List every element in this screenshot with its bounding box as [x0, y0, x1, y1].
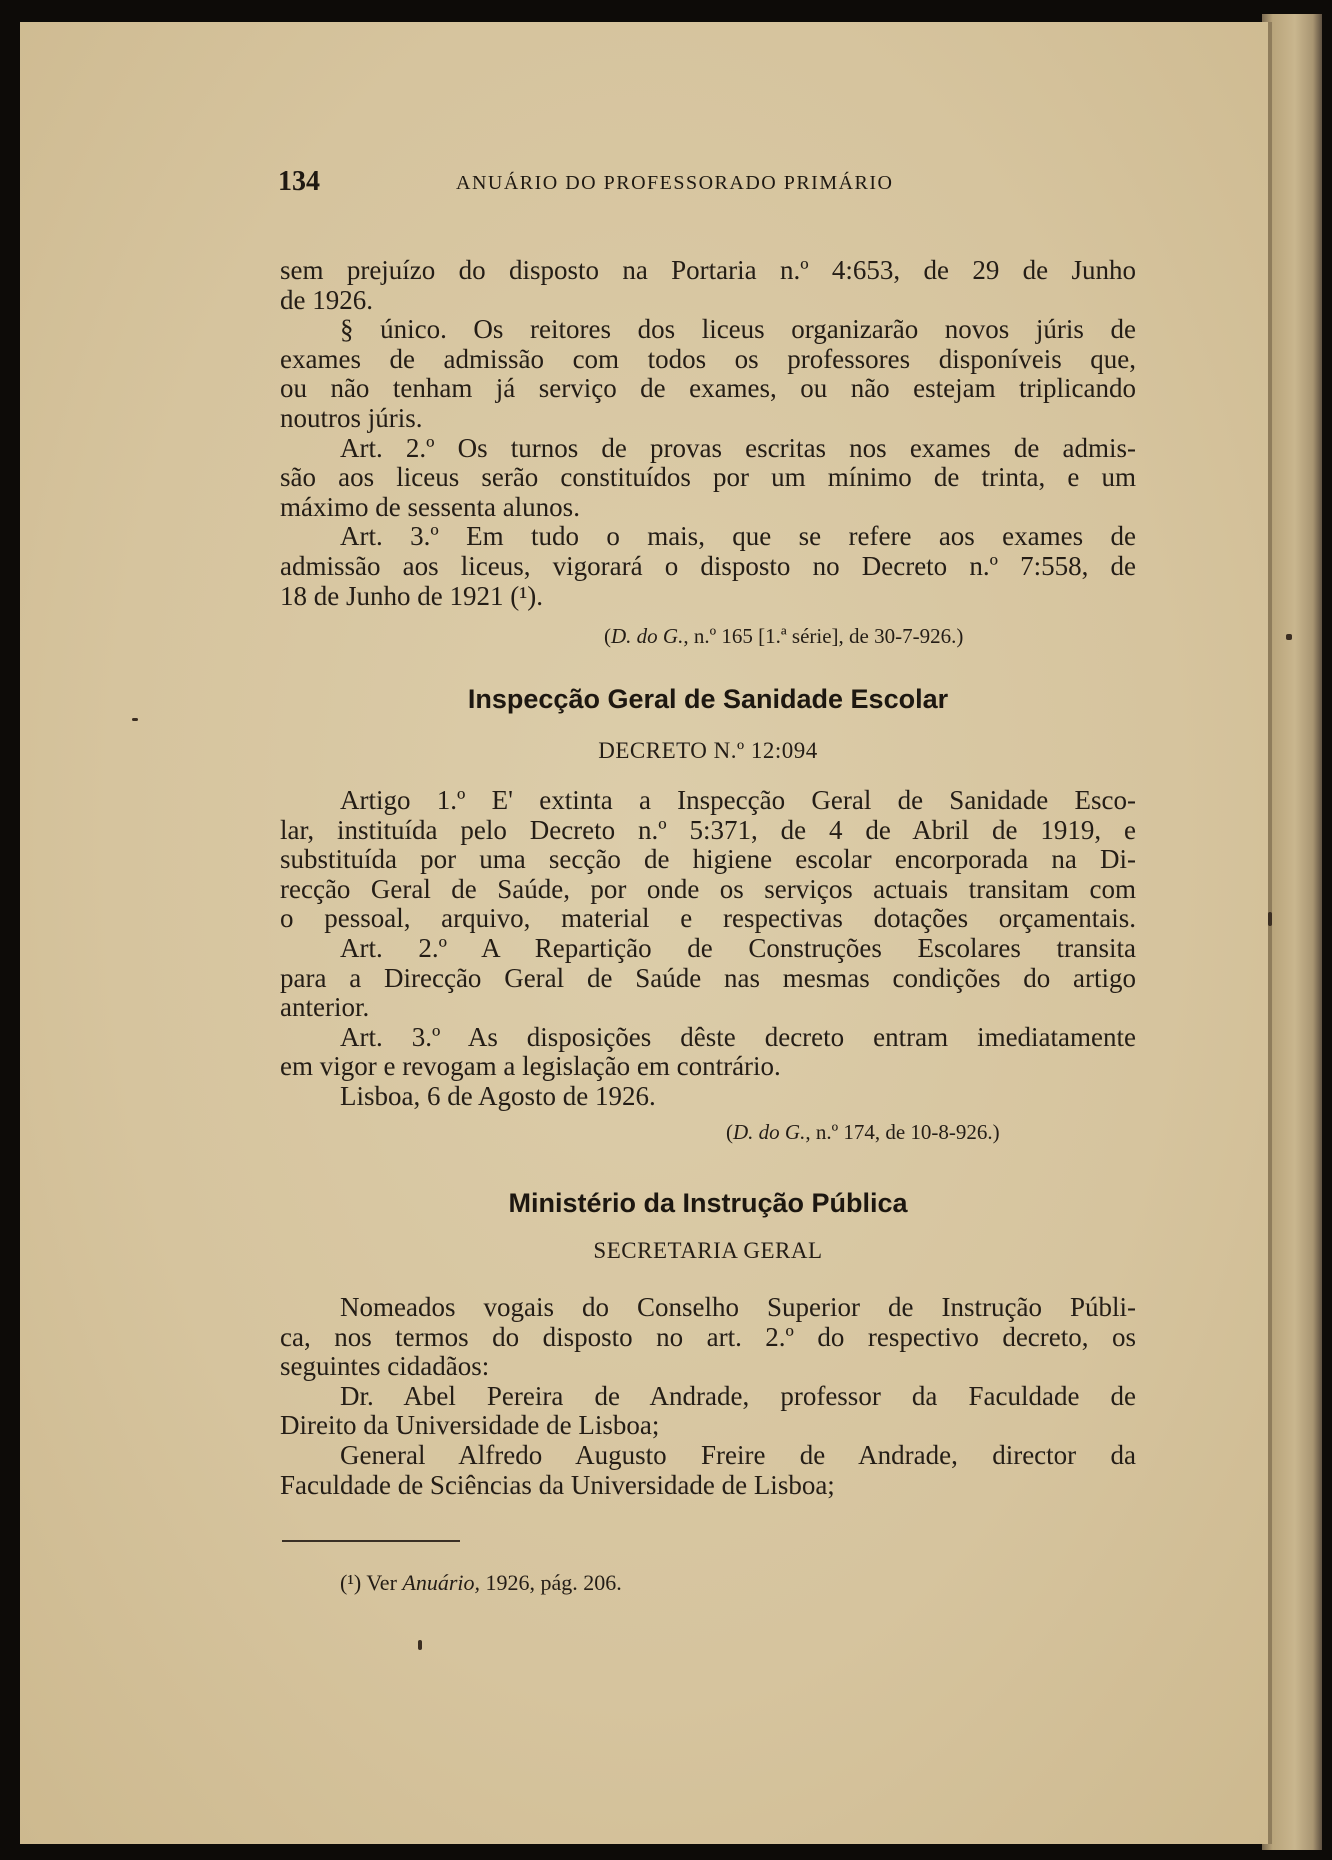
- citation-2: (D. do G., n.º 174, de 10-8-926.): [726, 1120, 1000, 1144]
- text-line: General Alfredo Augusto Freire de Andrade, director da: [340, 1439, 1136, 1470]
- footnote-title: Anuário,: [402, 1570, 481, 1595]
- text-line: Dr. Abel Pereira de Andrade, professor da Faculdade de: [340, 1380, 1136, 1411]
- footnote-prefix: Ver: [366, 1570, 397, 1595]
- page-fold: [1268, 22, 1272, 1844]
- footnote-rule: [282, 1540, 460, 1542]
- section3-body: [280, 1293, 1136, 1500]
- paper-speck: [132, 718, 138, 721]
- paper-speck: [418, 1640, 422, 1650]
- paper-speck: [1286, 634, 1292, 640]
- text-line: Direito da Universidade de Lisboa;: [280, 1410, 660, 1441]
- section3-subheading: SECRETARIA GERAL: [593, 1238, 823, 1263]
- footnote-rest: 1926, pág. 206.: [485, 1570, 622, 1595]
- text-line: para a Direcção Geral de Saúde nas mesmas condições do artigo: [280, 962, 1136, 993]
- text-line: de 1926.: [280, 284, 373, 315]
- paper-speck: [1268, 912, 1272, 926]
- running-title: ANUÁRIO DO PROFESSORADO PRIMÁRIO: [456, 172, 894, 194]
- citation-rest: , n.º 165 [1.ª série], de 30-7-926.): [683, 624, 964, 648]
- text-line: exames de admissão com todos os professores disponíveis que,: [280, 343, 1136, 374]
- section1-body: [280, 256, 1136, 611]
- page-header: [278, 166, 1138, 202]
- text-line: substituída por uma secção de higiene escolar encorporada na Di-: [280, 844, 1136, 875]
- citation-rest: , n.º 174, de 10-8-926.): [805, 1120, 1000, 1144]
- citation-source: D. do G.: [611, 624, 684, 648]
- section2-heading: Inspecção Geral de Sanidade Escolar: [467, 684, 949, 714]
- text-line: em vigor e revogam a legislação em contrário.: [280, 1051, 781, 1082]
- text-line: o pessoal, arquivo, material e respectivas dotações orçamentais.: [280, 903, 1136, 934]
- text-line: Artigo 1.º E' extinta a Inspecção Geral de Sanidade Esco-: [340, 785, 1136, 815]
- text-line: Lisboa, 6 de Agosto de 1926.: [340, 1080, 656, 1111]
- text-line: § único. Os reitores dos liceus organizarão novos júris de: [340, 314, 1136, 345]
- footnote: [340, 1570, 622, 1596]
- text-line: 18 de Junho de 1921 (¹).: [280, 580, 544, 611]
- section2-subheading: DECRETO N.º 12:094: [598, 738, 818, 763]
- text-line: Art. 3.º Em tudo o mais, que se refere aos exames de: [340, 521, 1136, 552]
- citation-source: D. do G.: [733, 1120, 806, 1144]
- text-line: noutros júris.: [280, 402, 423, 433]
- text-line: ca, nos termos do disposto no art. 2.º do respectivo decreto, os: [280, 1321, 1136, 1352]
- text-line: Art. 2.º A Repartição de Construções Escolares transita: [340, 932, 1136, 963]
- citation-1: (D. do G., n.º 165 [1.ª série], de 30-7-926.): [604, 624, 964, 648]
- text-line: são aos liceus serão constituídos por um mínimo de trinta, e um: [280, 462, 1136, 493]
- text-line: admissão aos liceus, vigorará o disposto no Decreto n.º 7:558, de: [280, 550, 1136, 581]
- text-line: Art. 3.º As disposições dêste decreto entram imediatamente: [340, 1021, 1136, 1052]
- text-line: lar, instituída pelo Decreto n.º 5:371, de 4 de Abril de 1919, e: [280, 814, 1136, 845]
- text-line: Faculdade de Sciências da Universidade de Lisboa;: [280, 1469, 835, 1500]
- text-line: anterior.: [280, 992, 370, 1023]
- text-line: recção Geral de Saúde, por onde os serviços actuais transitam com: [280, 873, 1136, 904]
- text-line: Art. 2.º Os turnos de provas escritas nos exames de admis-: [340, 432, 1136, 463]
- section2-body: [280, 786, 1136, 1112]
- page-number: 134: [278, 166, 320, 197]
- section3-heading: Ministério da Instrução Pública: [508, 1188, 908, 1218]
- footnote-marker: (¹): [340, 1570, 362, 1595]
- text-line: ou não tenham já serviço de exames, ou não estejam triplicando: [280, 373, 1136, 404]
- text-line: Nomeados vogais do Conselho Superior de Instrução Públi-: [340, 1292, 1136, 1322]
- text-line: sem prejuízo do disposto na Portaria n.º 4:653, de 29 de Junho: [280, 255, 1136, 285]
- text-line: máximo de sessenta alunos.: [280, 491, 580, 522]
- text-line: seguintes cidadãos:: [280, 1351, 490, 1382]
